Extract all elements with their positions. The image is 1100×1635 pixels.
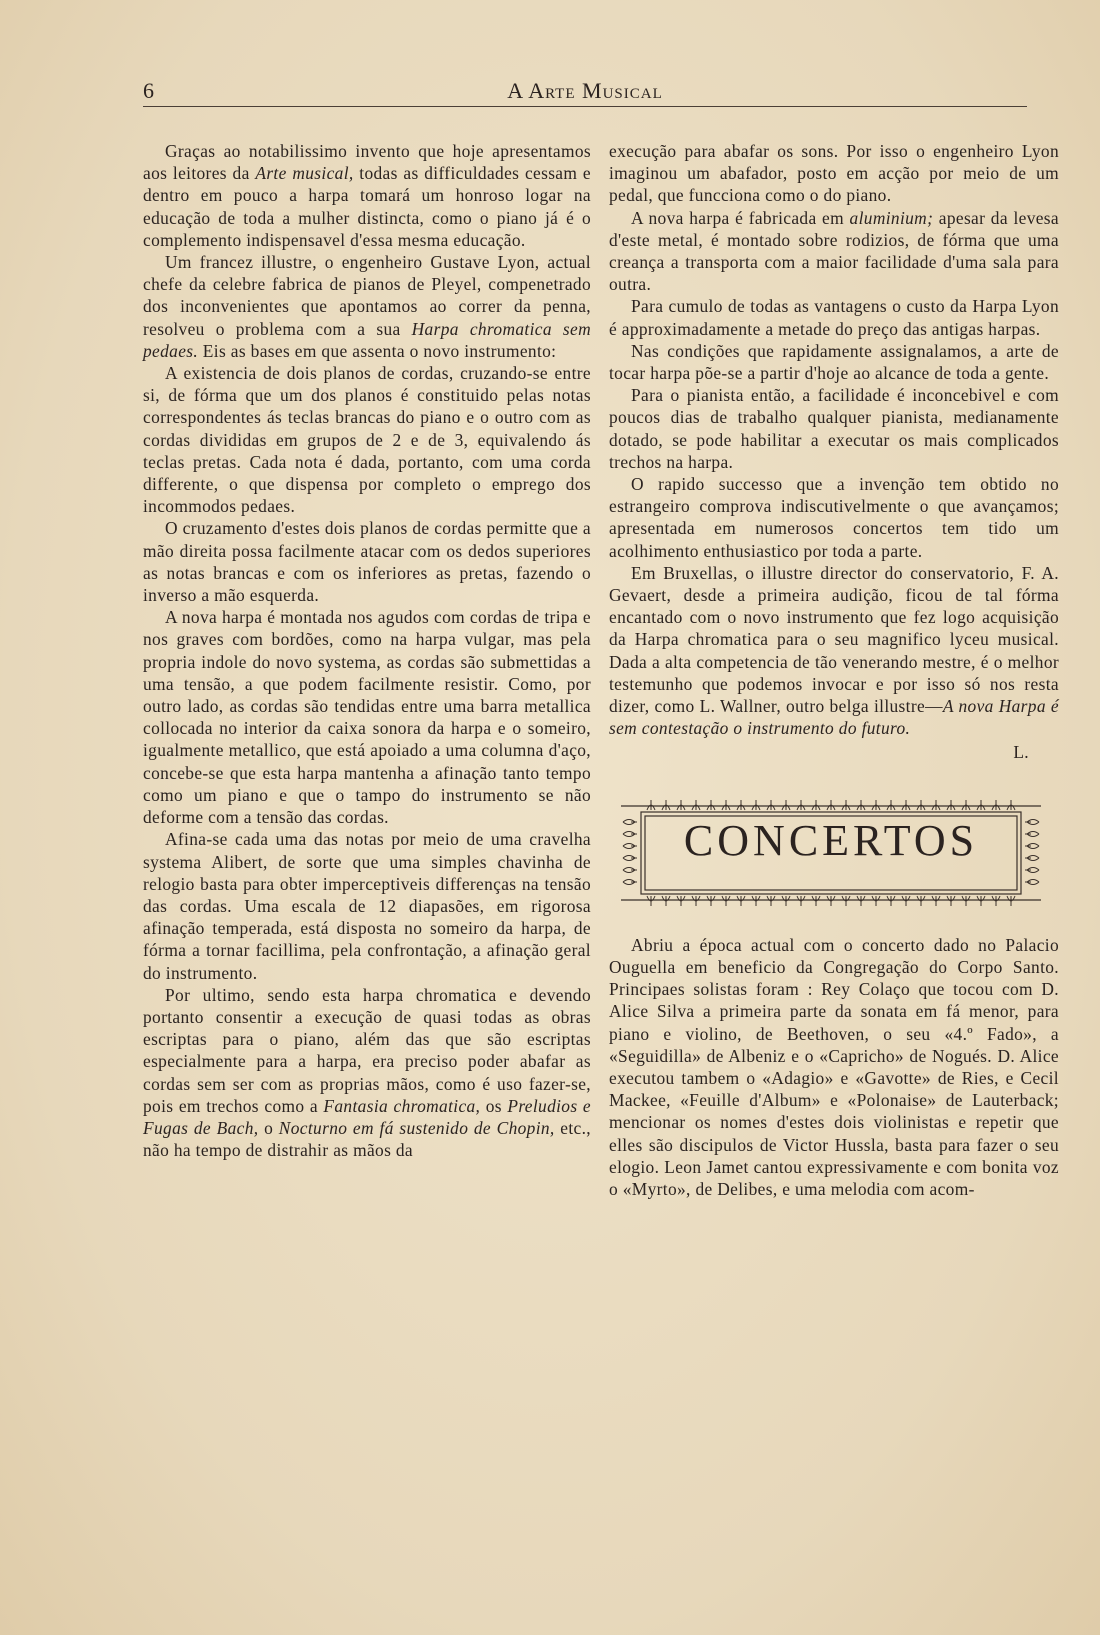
header-rule — [143, 106, 1027, 107]
paragraph: Nas condições que rapidamente assignalamos, a arte de tocar harpa põe-se a partir d'hoje ao alcance de toda a gente. — [609, 340, 1059, 384]
page-number: 6 — [143, 78, 154, 103]
paragraph: Um francez illustre, o engenheiro Gustave Lyon, actual chefe da celebre fabrica de pianos de Pleyel, compenetrado dos inconvenientes que apontamos ao correr da penna, resolveu o problema com a sua Harpa chromatica sem pedaes. Eis as bases em que assenta o novo instrumento: — [143, 252, 591, 361]
paragraph-continuation: execução para abafar os sons. Por isso o engenheiro Lyon imaginou um abafador, posto em acção por meio de um pedal, que funcciona como o do piano. — [609, 141, 1059, 206]
paragraph: Graças ao notabilissimo invento que hoje apresentamos aos leitores da Arte musical, todas as difficuldades cessam e dentro em pouco a harpa tomará um honroso logar na educação de toda a mulher distincta, como o piano já é o complemento indispensavel d'essa mesma educação. — [143, 141, 591, 250]
paragraph: A existencia de dois planos de cordas, cruzando-se entre si, de fórma que um dos planos é constituido pelas notas correspondentes ás teclas brancas do piano e o outro com as cordas divididas em grupos de 2 e de 3, equivalendo ás teclas pretas. Cada nota é dada, portanto, com uma corda differente, o que dispensa por completo o emprego dos incommodos pedaes. — [143, 363, 591, 517]
paragraph: Para o pianista então, a facilidade é inconcebivel e com poucos dias de trabalho qualquer pianista, medianamente dotado, se pode habilitar a executar os mais complicados trechos na harpa. — [609, 385, 1059, 472]
paragraph: Por ultimo, sendo esta harpa chromatica e devendo portanto consentir a execução de quasi todas as obras escriptas para o piano, além das que são escriptas especialmente para a harpa, era preciso poder abafar as cordas sem ser com as proprias mãos, como é uso fazer-se, pois em trechos como a Fantasia chromatica, os Preludios e Fugas de Bach, o Nocturno em fá sustenido de Chopin, etc., não ha tempo de distrahir as mãos da — [143, 984, 591, 1161]
paragraph: O rapido successo que a invenção tem obtido no estrangeiro comprova indiscutivelmente o que avançamos; apresentada em numerosos concertos tem tido um acolhimento enthusiastico por toda a parte. — [609, 474, 1059, 561]
running-title: A Arte Musical — [507, 78, 663, 103]
signature: L. — [1013, 742, 1029, 763]
banner-title: CONCERTOS — [683, 815, 979, 865]
paragraph: Para cumulo de todas as vantagens o custo da Harpa Lyon é approximadamente a metade do preço das antigas harpas. — [609, 296, 1059, 339]
paragraph: Em Bruxellas, o illustre director do conservatorio, F. A. Gevaert, desde a primeira audição, ficou de tal fórma encantado com o novo instrumento que fez logo acquisição da Harpa chromatica para o seu magnifico lyceu musical. Dada a alta competencia de tão venerando mestre, é o melhor testemunho que podemos invocar e por isso só nos resta dizer, como L. Wallner, outro belga illustre—A nova Harpa é sem contestação o instrumento do futuro. — [609, 562, 1059, 739]
page-header — [143, 74, 1027, 108]
paragraph: Afina-se cada uma das notas por meio de uma cravelha systema Alibert, de sorte que uma simples chavinha de relogio basta para obter imperceptiveis differenças na tensão das cordas. Uma escala de 12 diapasões, em rigorosa afinação temperada, está disposta no someiro da harpa, de fórma a tornar facillima, pela confrontação, a afinação geral do instrumento. — [143, 829, 591, 983]
left-column — [143, 140, 591, 1161]
right-column — [609, 140, 1059, 1200]
paragraph: O cruzamento d'estes dois planos de cordas permitte que a mão direita possa facilmente atacar com os dedos superiores as notas brancas e com os inferiores as pretas, fazendo o inverso a mão esquerda. — [143, 518, 591, 606]
concertos-banner — [617, 794, 1045, 912]
paragraph: A nova harpa é fabricada em aluminium; apesar da levesa d'este metal, é montado sobre rodizios, de fórma que uma creança a transporta com a maior facilidade d'uma sala para outra. — [609, 207, 1059, 295]
paragraph: Abriu a época actual com o concerto dado no Palacio Ouguella em beneficio da Congregação do Corpo Santo. Principaes solistas foram : Rey Colaço que tocou com D. Alice Silva a primeira parte da sonata em fá menor, para piano e violino, de Beethoven, o seu «4.º Fado», a «Seguidilla» de Albeniz e o «Capricho» de Nogués. D. Alice executou tambem o «Adagio» e «Gavotte» de Ries, e Cecil Mackee, «Feuille d'Album» e «Polonaise» de Lauterback; mencionar os nomes d'estes dois violinistas e repetir que elles são discipulos de Victor Hussla, basta para fazer o seu elogio. Leon Jamet cantou expressivamente e com bonita voz o «Myrto», de Delibes, e uma melodia com acom- — [609, 934, 1059, 1199]
paragraph: A nova harpa é montada nos agudos com cordas de tripa e nos graves com bordões, como na harpa vulgar, mas pela propria indole do novo systema, as cordas são submettidas a uma tensão, a que podem facilmente resistir. Como, por outro lado, as cordas são tendidas entre uma barra metallica collocada no interior da caixa sonora da harpa e o someiro, igualmente metallico, que está apoiado a uma columna d'aço, concebe-se que esta harpa mantenha a afinação tanto tempo como um piano e que o tampo do instrumento se não deforme com a tensão das cordas. — [143, 607, 591, 828]
